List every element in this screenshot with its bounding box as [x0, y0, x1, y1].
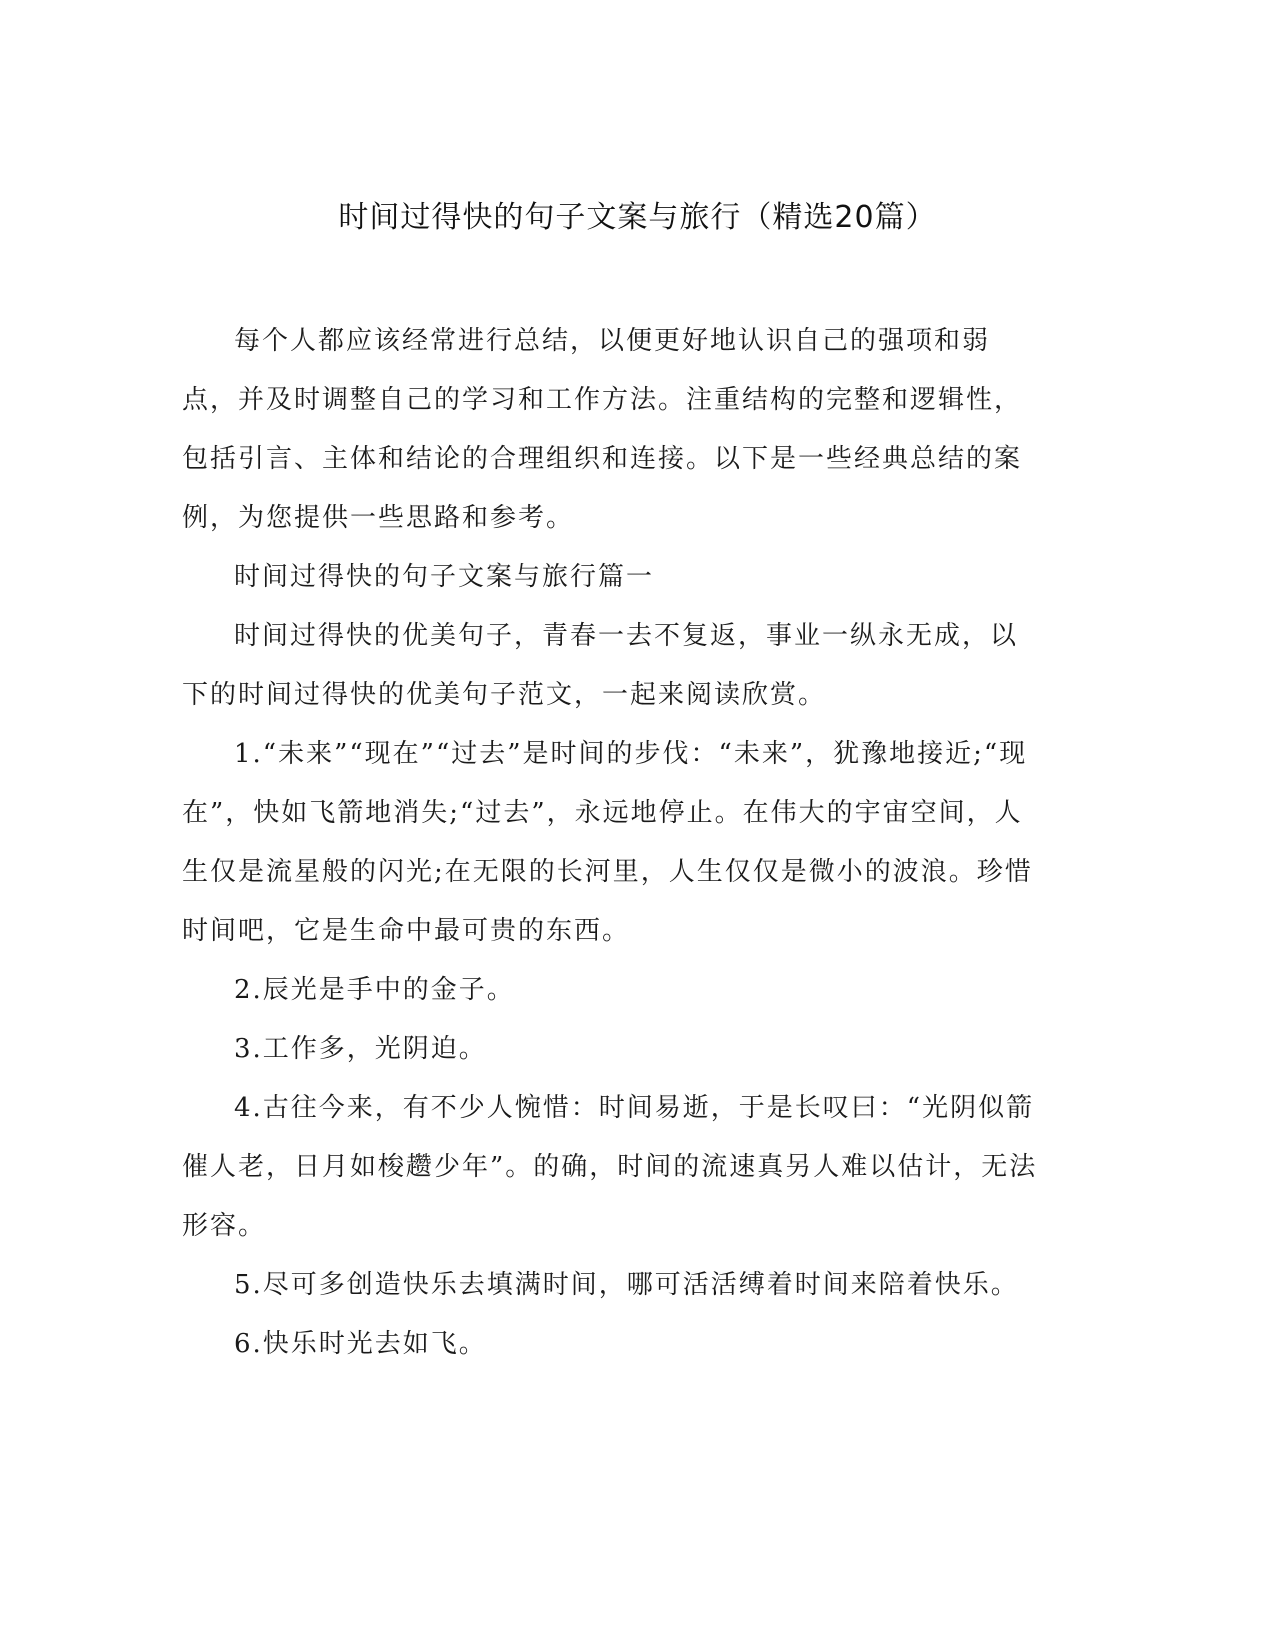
intro-paragraph: 每个人都应该经常进行总结，以便更好地认识自己的强项和弱点，并及时调整自己的学习和工作方法。注重结构的完整和逻辑性，包括引言、主体和结论的合理组织和连接。以下是一些经典总结的案例，为您提供一些思路和参考。 — [182, 326, 1023, 533]
list-item-4: 4.古往今来，有不少人惋惜：时间易逝，于是长叹曰：“光阴似箭催人老，日月如梭趱少年”。的确，时间的流速真另人难以估计，无法形容。 — [182, 1093, 1038, 1241]
list-item-3: 3.工作多，光阴迫。 — [234, 1034, 487, 1064]
body-paragraph: 时间过得快的优美句子，青春一去不复返，事业一纵永无成，以下的时间过得快的优美句子范文，一起来阅读欣赏。 — [182, 621, 1019, 710]
list-item-1: 1.“未来”“现在”“过去”是时间的步伐：“未来”，犹豫地接近;“现在”，快如飞箭地消失;“过去”，永远地停止。在伟大的宇宙空间，人生仅是流星般的闪光;在无限的长河里，人生仅仅是微小的波浪。珍惜时间吧，它是生命中最可贵的东西。 — [182, 739, 1033, 946]
document-title: 时间过得快的句子文案与旅行（精选20篇） — [338, 200, 937, 235]
list-item-6: 6.快乐时光去如飞。 — [234, 1329, 487, 1359]
section-heading: 时间过得快的句子文案与旅行篇一 — [234, 562, 655, 592]
document-body — [182, 312, 1042, 1374]
list-item-2: 2.辰光是手中的金子。 — [234, 975, 515, 1005]
list-item-5: 5.尽可多创造快乐去填满时间，哪可活活缚着时间来陪着快乐。 — [234, 1270, 1019, 1300]
